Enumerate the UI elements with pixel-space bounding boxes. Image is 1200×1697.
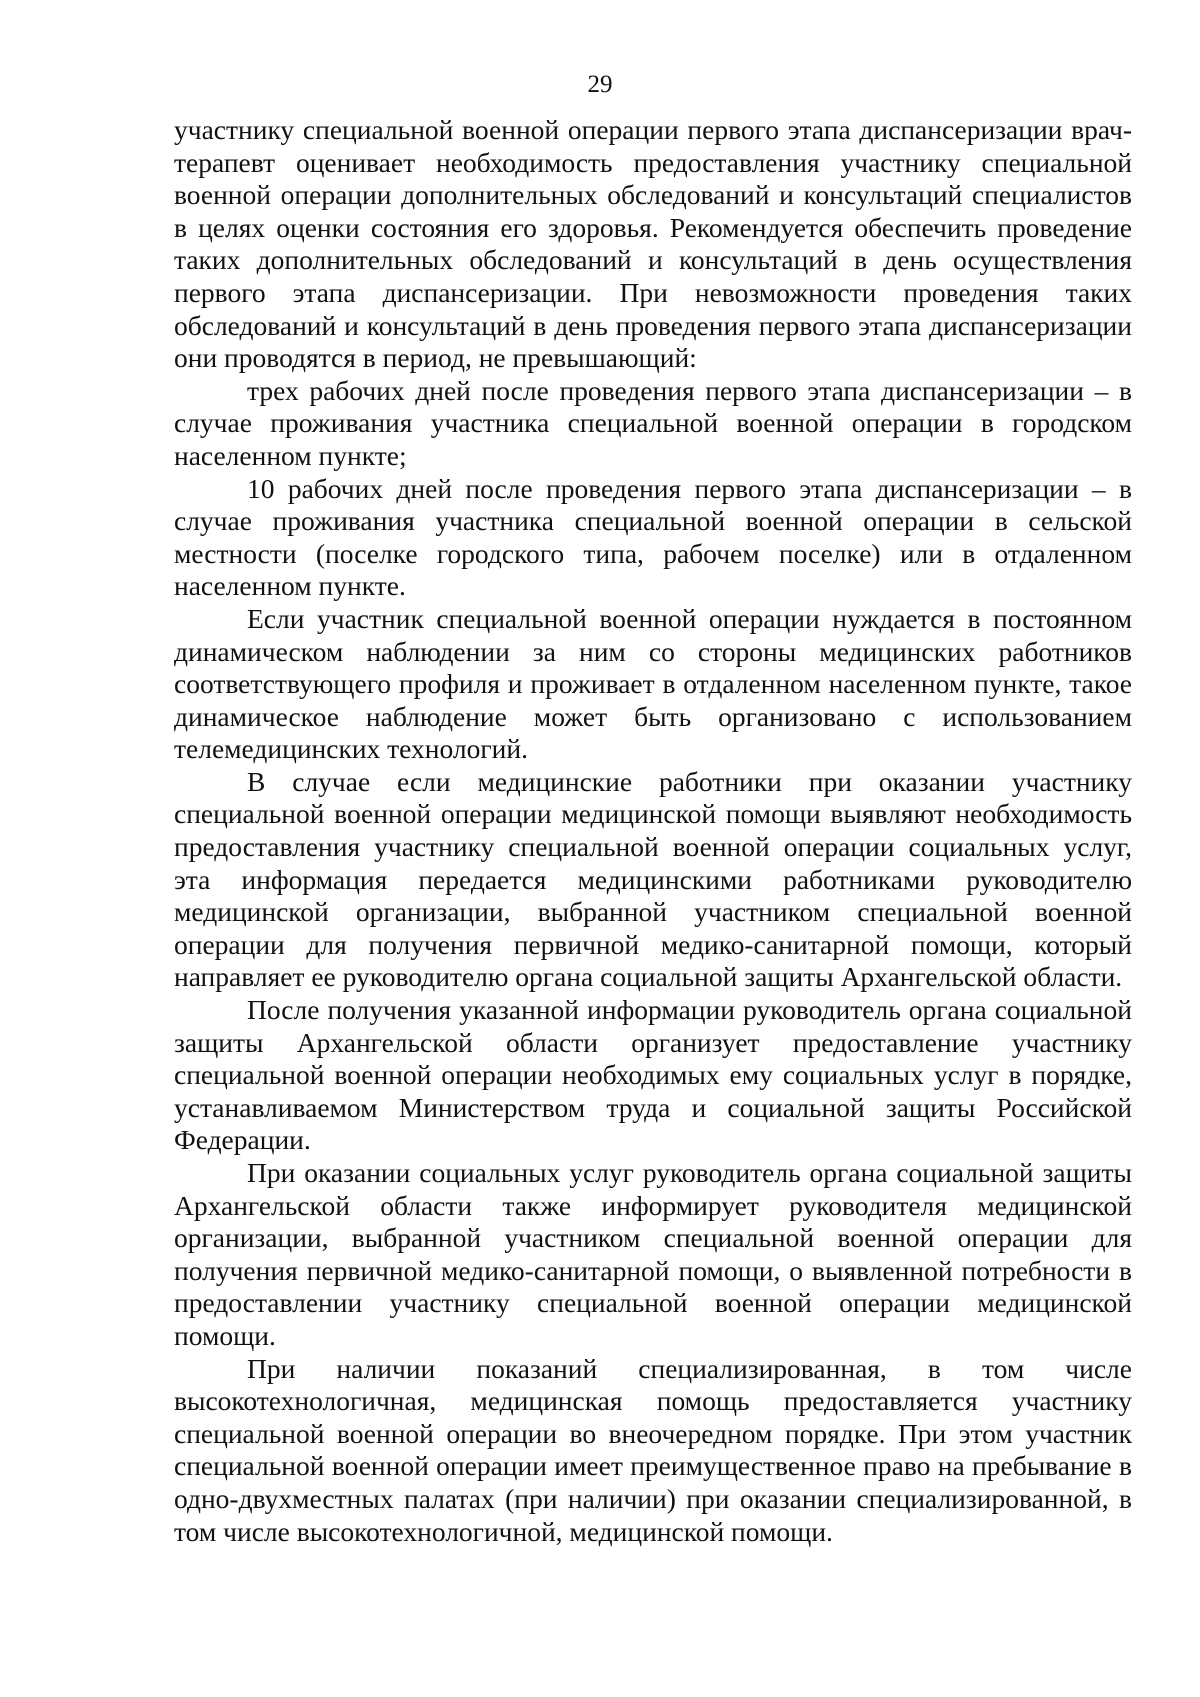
paragraph-medical-need-info: При оказании социальных услуг руководитель органа социальной защиты Архангельской области также информирует руководителя медицинской организации, выбранной участником специальной военной операции для получения первичной медико-санитарной помощи, о выявленной потребности в предоставлении участнику специальной военной операции медицинской помощи.: [174, 1157, 1132, 1351]
paragraph-social-services-need: В случае если медицинские работники при оказании участнику специальной военной операции медицинской помощи выявляют необходимость предоставления участнику специальной военной операции социальных услуг, эта информация передается медицинскими работниками руководителю медицинской организации, выбранной участником специальной военной операции для получения первичной медико-санитарной помощи, который направляет ее руководителю органа социальной защиты Архангельской области.: [174, 765, 1132, 993]
paragraph-specialized-care: При наличии показаний специализированная, в том числе высокотехнологичная, медицинская помощь предоставляется участнику специальной военной операции во внеочередном порядке. При этом участник специальной военной операции имеет преимущественное право на пребывание в одно-двухместных палатах (при наличии) при оказании специализированной, в том числе высокотехнологичной, медицинской помощи.: [174, 1352, 1132, 1547]
paragraph-social-services-provision: После получения указанной информации руководитель органа социальной защиты Архангельской области организует предоставление участнику специальной военной операции необходимых ему социальных услуг в порядке, устанавливаемом Министерством труда и социальной защиты Российской Федерации.: [174, 994, 1132, 1156]
paragraph-rural-term: 10 рабочих дней после проведения первого этапа диспансеризации – в случае проживания участника специальной военной операции в сельской местности (поселке городского типа, рабочем поселке) или в отдаленном населенном пункте.: [174, 472, 1132, 602]
page-number: 29: [587, 71, 613, 98]
document-body: [174, 114, 1132, 1548]
paragraph-continuation: участнику специальной военной операции первого этапа диспансеризации врач-терапевт оценивает необходимость предоставления участнику специальной военной операции дополнительных обследований и консультаций специалистов в целях оценки состояния его здоровья. Рекомендуется обеспечить проведение таких дополнительных обследований и консультаций в день осуществления первого этапа диспансеризации. При невозможности проведения таких обследований и консультаций в день проведения первого этапа диспансеризации они проводятся в период, не превышающий:: [174, 114, 1132, 374]
paragraph-urban-term: трех рабочих дней после проведения первого этапа диспансеризации – в случае проживания участника специальной военной операции в городском населенном пункте;: [174, 374, 1132, 471]
paragraph-telemedicine: Если участник специальной военной операции нуждается в постоянном динамическом наблюдении за ним со стороны медицинских работников соответствующего профиля и проживает в отдаленном населенном пункте, такое динамическое наблюдение может быть организовано с использованием телемедицинских технологий.: [174, 602, 1132, 765]
